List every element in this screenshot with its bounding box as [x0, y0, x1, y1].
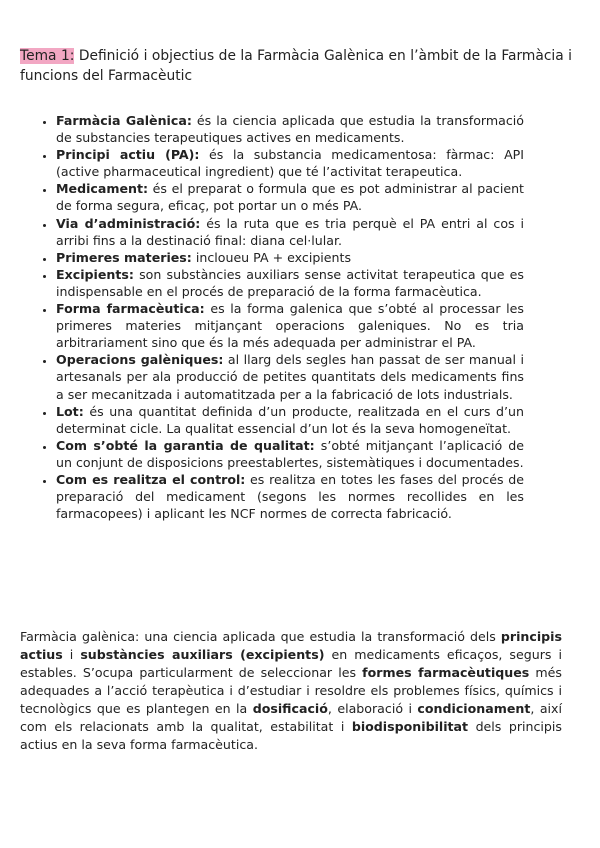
- definition-term: Medicament:: [56, 181, 149, 197]
- definition-term: Via d’administració:: [56, 215, 201, 231]
- summary-paragraph: [20, 628, 562, 754]
- list-item: [56, 215, 524, 249]
- definitions-list: [36, 112, 524, 522]
- list-item: [56, 146, 524, 180]
- summary-text: Farmàcia galènica: una ciencia aplicada que estudia la transformació dels: [20, 629, 501, 644]
- summary-text: en medicaments eficaços, segurs i estables. S’ocupa particularment de seleccionar les: [20, 647, 562, 680]
- definition-term: Operacions galèniques:: [56, 352, 224, 368]
- title-text: Definició i objectius de la Farmàcia Galènica en l’àmbit de la Farmàcia i funcions del Farmacèutic: [20, 48, 573, 84]
- list-item: [56, 471, 524, 522]
- summary-bold-term: substàncies auxiliars (excipients): [80, 647, 325, 662]
- definition-text: incloueu PA + excipients: [191, 249, 352, 265]
- definition-term: Lot:: [56, 403, 84, 419]
- list-item: [56, 180, 524, 214]
- summary-bold-term: biodisponibilitat: [351, 719, 469, 734]
- definition-text: es realitza en totes les fases del procés de preparació del medicament (segons les normes recollides en les farmacopees) i aplicant les NCF normes de correcta fabricació.: [56, 471, 524, 522]
- summary-text: i: [62, 647, 81, 662]
- definition-term: Excipients:: [56, 266, 134, 282]
- list-item: [56, 351, 524, 402]
- summary-text: més adequades a l’acció terapèutica i d’estudiar i resoldre els problemes físics, químics i tecnològics que es plantegen en la: [20, 665, 562, 716]
- summary-text: , elaboració i: [327, 701, 418, 716]
- definition-term: Com es realitza el control:: [56, 471, 246, 487]
- list-item: [56, 266, 524, 300]
- definition-text: és la ruta que es tria perquè el PA entri al cos i arribi fins a la destinació final: diana cel·lular.: [56, 215, 524, 248]
- definition-text: és la ciencia aplicada que estudia la transformació de substancies terapeutiques actives en medicaments.: [56, 113, 524, 146]
- list-item: [56, 112, 524, 146]
- definition-term: Primeres materies:: [56, 249, 192, 265]
- summary-text: , així com els relacionats amb la qualitat, estabilitat i: [20, 701, 562, 734]
- definition-term: Principi actiu (PA):: [56, 147, 200, 163]
- list-item: [56, 403, 524, 437]
- summary-bold-term: dosificació: [252, 701, 328, 716]
- summary-bold-term: principis actius: [20, 629, 562, 662]
- definition-term: Farmàcia Galènica:: [56, 113, 192, 128]
- definition-text: és una quantitat definida d’un producte, realitzada en el curs d’un determinat cicle. La qualitat essencial d’un lot és la seva homogeneïtat.: [56, 403, 524, 436]
- definition-term: Forma farmacèutica:: [56, 301, 205, 317]
- list-item: [56, 249, 524, 266]
- page-title: [20, 46, 572, 86]
- list-item: [56, 437, 524, 471]
- definition-text: és el preparat o formula que es pot administrar al pacient de forma segura, eficaç, pot portar un o més PA.: [56, 181, 524, 214]
- definition-text: s’obté mitjançant l’aplicació de un conjunt de disposicions preestablertes, sistemàtiques i documentades.: [56, 437, 525, 470]
- list-item: [56, 300, 524, 351]
- summary-text: dels principis actius en la seva forma farmacèutica.: [20, 719, 562, 752]
- definition-text: al llarg dels segles han passat de ser manual i artesanals per ala producció de petites quantitats dels medicaments fins a ser mecanitzada i automatitzada per a la fabricació de lots industrials.: [56, 352, 524, 402]
- definition-text: son substàncies auxiliars sense activitat terapeutica que es indispensable en el procés de preparació de la forma farmacèutica.: [56, 266, 524, 299]
- definition-text: es la forma galenica que s’obté al processar les primeres materies mitjançant operacions galeniques. No es tria arbitrariament sino que és la més adequada per administrar el PA.: [56, 301, 524, 351]
- tema-label: Tema 1:: [20, 48, 75, 64]
- summary-bold-term: condicionament: [417, 701, 531, 716]
- definition-text: és la substancia medicamentosa: fàrmac: API (active pharmaceutical ingredient) que té l’activitat terapeutica.: [56, 147, 524, 180]
- definition-term: Com s’obté la garantia de qualitat:: [56, 437, 315, 453]
- summary-bold-term: formes farmacèutiques: [362, 665, 530, 680]
